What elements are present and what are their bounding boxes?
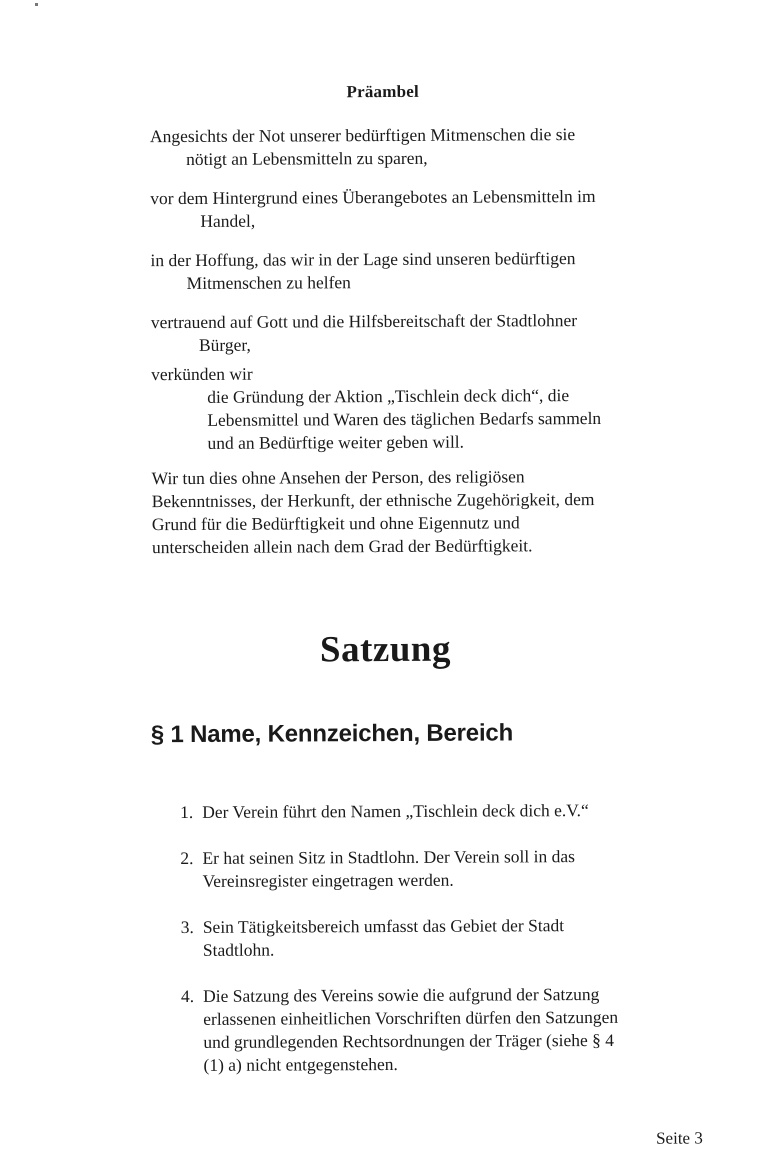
list-item-number: 3. <box>180 916 194 938</box>
preamble-paragraph-vertrauend <box>151 309 621 357</box>
list-item <box>169 845 629 893</box>
list-item-number: 2. <box>180 847 194 869</box>
list-item-text: Die Satzung des Vereins sowie die aufgrund der Satzung erlassenen einheitlichen Vorschriften dürfen den Satzungen und grundlegenden Rechtsordnungen der Träger (siehe § 4 (1) a) nicht entgegenstehen. <box>203 983 619 1075</box>
page-number-footer: Seite 3 <box>656 1128 703 1148</box>
list-item-text: Er hat seinen Sitz in Stadtlohn. Der Verein soll in das Vereinsregister eingetragen werden. <box>202 846 575 891</box>
list-item-text: Der Verein führt den Namen „Tischlein deck dich e.V.“ <box>202 800 589 822</box>
preamble-paragraph-hoffnung <box>150 247 620 295</box>
section-heading-paragraph-1: § 1 Name, Kennzeichen, Bereich <box>150 719 514 749</box>
paragraph-line: Grund für die Bedürftigkeit und ohne Eigennutz und <box>151 512 520 535</box>
paragraph-line: in der Hoffung, das wir in der Lage sind unseren bedürftigen <box>150 248 576 271</box>
paragraph-line: Bürger, <box>198 334 251 355</box>
scan-artifact-speck <box>35 3 38 6</box>
paragraph-line: die Gründung der Aktion „Tischlein deck dich“, die <box>207 385 570 407</box>
paragraph-line: Mitmenschen zu helfen <box>186 272 351 293</box>
preamble-paragraph-hintergrund <box>150 185 620 233</box>
section-1-numbered-list <box>169 799 630 1100</box>
list-item <box>170 983 630 1077</box>
list-item <box>170 914 630 962</box>
preamble-paragraph-verkuenden <box>151 361 626 455</box>
paragraph-line: Wir tun dies ohne Ansehen der Person, des religiösen <box>151 466 525 489</box>
paragraph-line: Lebensmittel und Waren des täglichen Bedarfs sammeln <box>207 407 602 430</box>
paragraph-line: vor dem Hintergrund eines Überangebotes an Lebensmitteln im <box>150 185 596 209</box>
list-item-text: Sein Tätigkeitsbereich umfasst das Gebiet der Stadt Stadtlohn. <box>202 915 565 960</box>
paragraph-line: unterscheiden allein nach dem Grad der Bedürftigkeit. <box>151 535 533 558</box>
satzung-title: Satzung <box>319 628 452 671</box>
preamble-paragraph-angesichts <box>150 123 620 171</box>
paragraph-line: nötigt an Lebensmitteln zu sparen, <box>185 147 428 169</box>
preamble-paragraph-grundsatz <box>152 465 622 559</box>
paragraph-line: Handel, <box>200 210 256 231</box>
paragraph-line: Angesichts der Not unserer bedürftigen Mitmenschen die sie <box>149 124 576 147</box>
paragraph-line: verkünden wir <box>151 363 253 385</box>
preamble-title: Präambel <box>346 81 419 102</box>
paragraph-line: Bekenntnisses, der Herkunft, der ethnische Zugehörigkeit, dem <box>151 489 595 512</box>
list-item-number: 4. <box>180 985 195 1007</box>
list-item <box>169 799 629 824</box>
paragraph-line: vertrauend auf Gott und die Hilfsbereitschaft der Stadtlohner <box>150 310 578 333</box>
list-item-number: 1. <box>180 801 194 823</box>
paragraph-line: und an Bedürftige weiter geben will. <box>207 431 465 453</box>
